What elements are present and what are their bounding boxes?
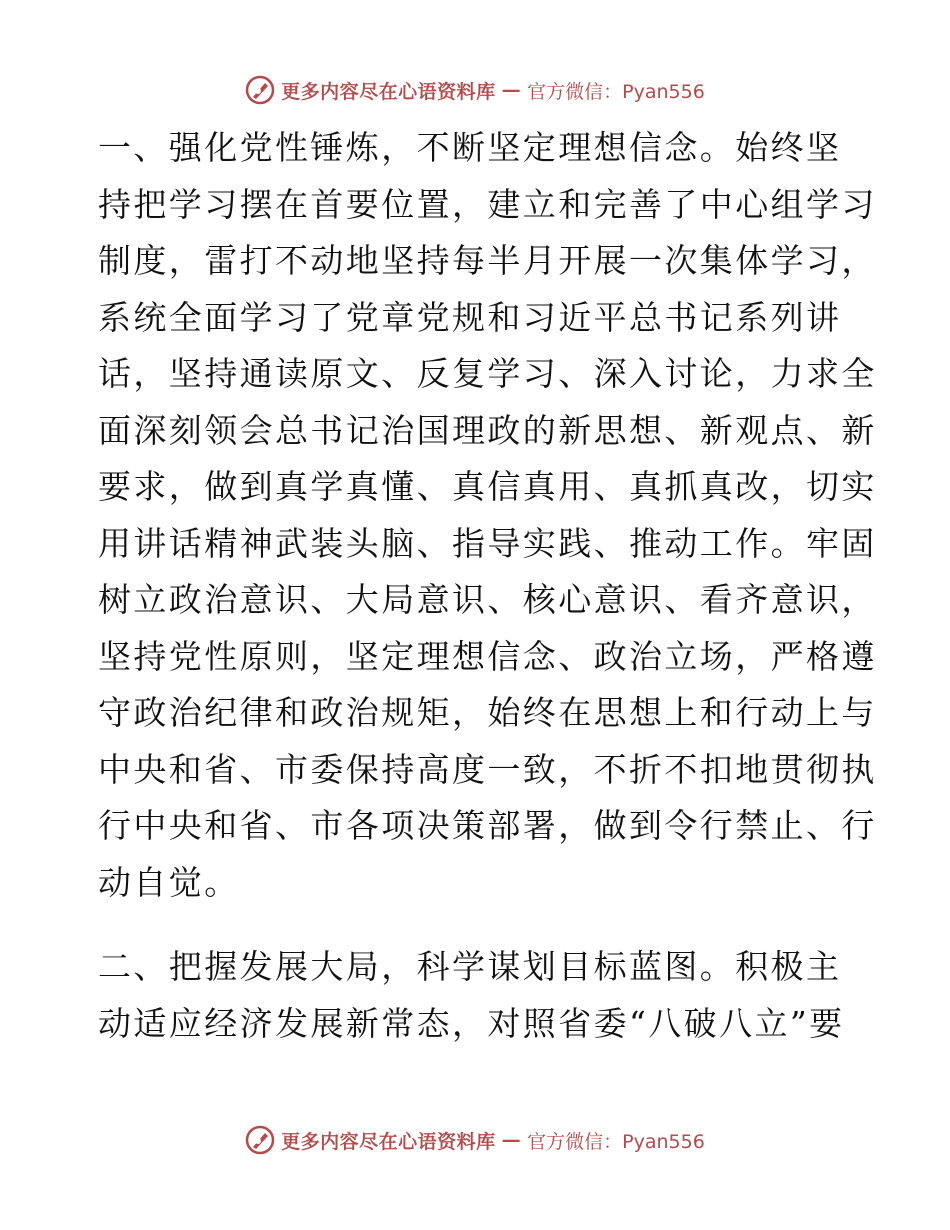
text-line: 用讲话精神武装头脑、指导实践、推动工作。牢固 xyxy=(98,523,877,563)
text-line: 制度，雷打不动地坚持每半月开展一次集体学习， xyxy=(98,241,877,280)
text-line: 持把学习摆在首要位置，建立和完善了中心组学习 xyxy=(98,184,877,224)
paragraph-one xyxy=(98,120,877,911)
watermark-contact: 官方微信：Pyan556 xyxy=(527,1130,705,1153)
paragraph-two xyxy=(98,939,858,1052)
text-line: 话，坚持通读原文、反复学习、深入讨论，力求全 xyxy=(98,354,877,393)
text-line: 行中央和省、市各项决策部署，做到令行禁止、行 xyxy=(98,806,877,845)
watermark-footer xyxy=(0,1120,950,1160)
text-line: 守政治纪律和政治规矩，始终在思想上和行动上与 xyxy=(98,693,877,732)
watermark-header xyxy=(0,70,950,110)
watermark-separator: — xyxy=(501,1129,522,1151)
pen-logo-icon xyxy=(245,75,275,105)
text-line: 一、强化党性锤炼，不断坚定理想信念。始终坚 xyxy=(98,128,842,167)
watermark-contact: 官方微信：Pyan556 xyxy=(527,80,705,103)
text-line: 要求，做到真学真懂、真信真用、真抓真改，切实 xyxy=(98,467,877,506)
text-line: 动适应经济发展新常态，对照省委“八破八立”要 xyxy=(98,1003,845,1043)
watermark-text: 更多内容尽在心语资料库 xyxy=(281,1130,496,1153)
pen-logo-icon xyxy=(245,1125,275,1155)
watermark-separator: — xyxy=(501,79,522,101)
text-line: 面深刻领会总书记治国理政的新思想、新观点、新 xyxy=(98,410,877,450)
watermark-text: 更多内容尽在心语资料库 xyxy=(281,80,496,103)
text-line: 坚持党性原则，坚定理想信念、政治立场，严格遵 xyxy=(98,636,877,676)
text-line: 动自觉。 xyxy=(98,862,240,902)
text-line: 二、把握发展大局，科学谋划目标蓝图。积极主 xyxy=(98,947,842,986)
text-line: 中央和省、市委保持高度一致，不折不扣地贯彻执 xyxy=(98,749,877,789)
document-body xyxy=(98,120,877,1052)
text-line: 系统全面学习了党章党规和习近平总书记系列讲 xyxy=(98,297,842,337)
text-line: 树立政治意识、大局意识、核心意识、看齐意识， xyxy=(98,580,877,619)
